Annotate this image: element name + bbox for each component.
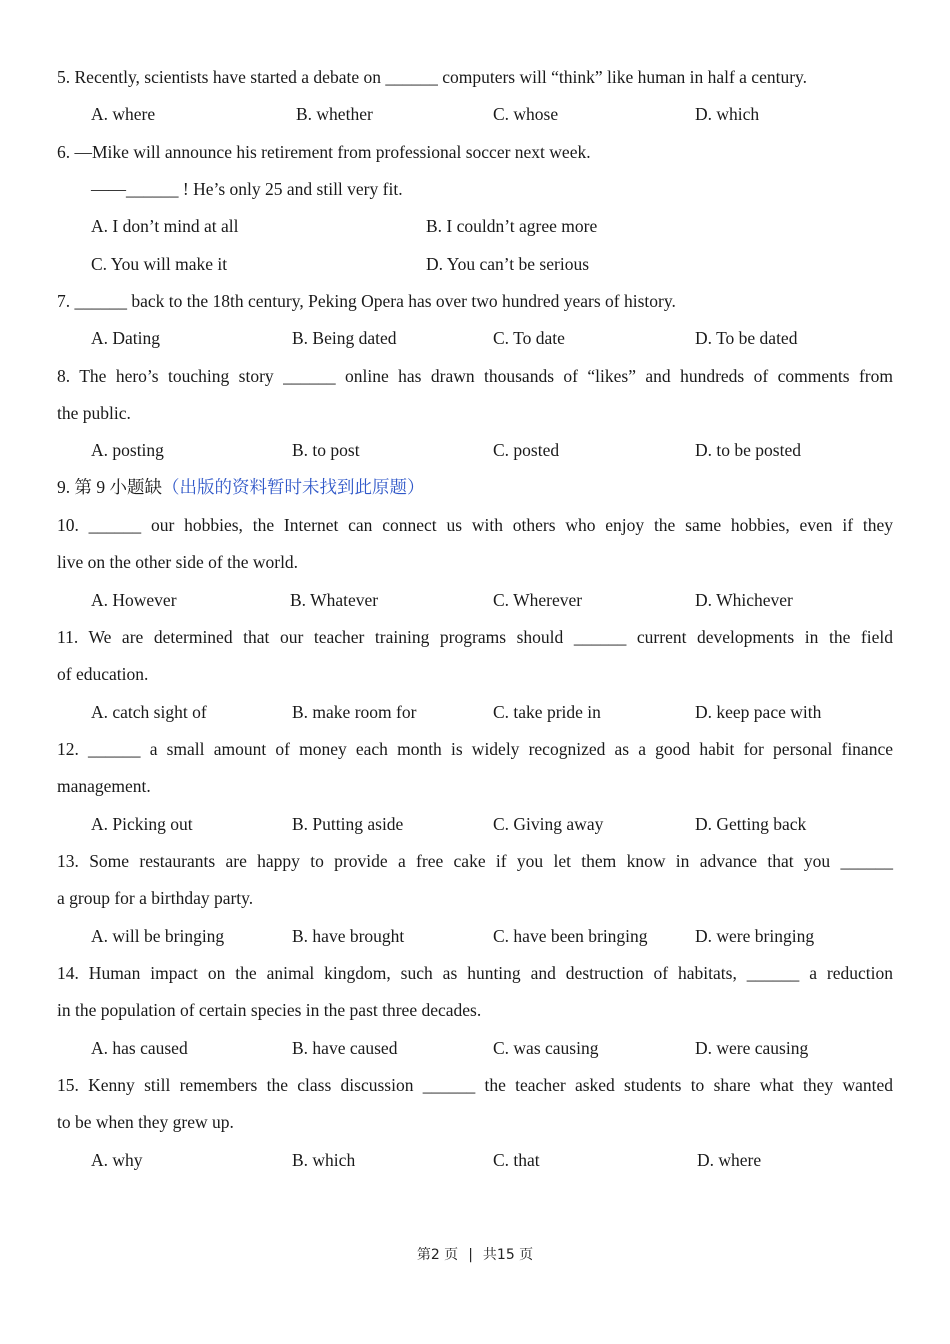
question-8-option-c: C. posted — [493, 440, 560, 460]
question-12-stem-line-1: 12. ______ a small amount of money each month is widely recognized as a good habit for personal finance — [57, 739, 893, 759]
question-15-option-a: A. why — [91, 1150, 143, 1170]
question-13-stem-line-1: 13. Some restaurants are happy to provide a free cake if you let them know in advance that you ______ — [57, 851, 893, 871]
question-9-missing — [57, 477, 893, 497]
question-7-option-a: A. Dating — [91, 328, 161, 348]
question-10-option-d: D. Whichever — [695, 590, 793, 610]
question-11-option-a: A. catch sight of — [91, 702, 207, 722]
question-14-option-d: D. were causing — [695, 1038, 809, 1058]
question-13-option-b: B. have brought — [292, 926, 405, 946]
question-8-stem-line-2: the public. — [57, 403, 131, 423]
question-5-option-a: A. where — [91, 104, 156, 124]
page-footer — [0, 1244, 950, 1264]
question-15-stem-line-2: to be when they grew up. — [57, 1112, 234, 1132]
question-8-option-b: B. to post — [292, 440, 360, 460]
question-5-option-b: B. whether — [296, 104, 373, 124]
question-7-option-d: D. To be dated — [695, 328, 798, 348]
question-14-option-b: B. have caused — [292, 1038, 398, 1058]
question-11-stem-line-2: of education. — [57, 664, 149, 684]
footer-separator: | — [468, 1247, 473, 1263]
question-12-option-a: A. Picking out — [91, 814, 193, 834]
question-12-option-c: C. Giving away — [493, 814, 604, 834]
question-11-option-c: C. take pride in — [493, 702, 601, 722]
question-6-option-d: D. You can’t be serious — [426, 254, 590, 274]
question-9-prefix: 9. 第 9 小题缺 — [57, 477, 162, 497]
question-15-stem-line-1: 15. Kenny still remembers the class discussion ______ the teacher asked students to share what they wanted — [57, 1075, 893, 1095]
question-14-stem-line-2: in the population of certain species in the past three decades. — [57, 1000, 482, 1020]
question-10-stem-line-2: live on the other side of the world. — [57, 552, 299, 572]
question-7-option-c: C. To date — [493, 328, 565, 348]
question-5-option-c: C. whose — [493, 104, 559, 124]
question-11-option-b: B. make room for — [292, 702, 417, 722]
question-13-option-d: D. were bringing — [695, 926, 815, 946]
question-10-stem-line-1: 10. ______ our hobbies, the Internet can connect us with others who enjoy the same hobbies, even if they — [57, 515, 893, 535]
question-15-option-c: C. that — [493, 1150, 540, 1170]
question-8-option-a: A. posting — [91, 440, 164, 460]
question-11-option-d: D. keep pace with — [695, 702, 822, 722]
question-10-option-c: C. Wherever — [493, 590, 583, 610]
question-7-option-b: B. Being dated — [292, 328, 397, 348]
question-11-stem-line-1: 11. We are determined that our teacher training programs should ______ current developments in the field — [57, 627, 893, 647]
question-13-stem-line-2: a group for a birthday party. — [57, 888, 254, 908]
question-10-option-b: B. Whatever — [290, 590, 379, 610]
question-6-option-c: C. You will make it — [91, 254, 228, 274]
question-6-option-a: A. I don’t mind at all — [91, 216, 239, 236]
question-5-stem: 5. Recently, scientists have started a debate on ______ computers will “think” like human in half a century. — [57, 67, 808, 87]
question-14-stem-line-1: 14. Human impact on the animal kingdom, such as hunting and destruction of habitats, ______ a reduction — [57, 963, 893, 983]
question-10-option-a: A. However — [91, 590, 177, 610]
question-12-stem-line-2: management. — [57, 776, 151, 796]
question-8-option-d: D. to be posted — [695, 440, 801, 460]
question-6-reply: ——______ ! He’s only 25 and still very fit. — [91, 179, 403, 199]
question-13-option-c: C. have been bringing — [493, 926, 648, 946]
question-6-stem: 6. —Mike will announce his retirement from professional soccer next week. — [57, 142, 591, 162]
question-15-option-d: D. where — [697, 1150, 762, 1170]
question-13-option-a: A. will be bringing — [91, 926, 225, 946]
question-6-option-b: B. I couldn’t agree more — [426, 216, 598, 236]
question-12-option-b: B. Putting aside — [292, 814, 404, 834]
question-15-option-b: B. which — [292, 1150, 356, 1170]
page-number: 第2 页 — [416, 1247, 459, 1263]
question-7-stem: 7. ______ back to the 18th century, Peking Opera has over two hundred years of history. — [57, 291, 676, 311]
question-8-stem-line-1: 8. The hero’s touching story ______ online has drawn thousands of “likes” and hundreds of comments from — [57, 366, 893, 386]
question-9-note: （出版的资料暂时未找到此原题） — [162, 477, 425, 497]
page-total: 共15 页 — [482, 1247, 534, 1263]
question-12-option-d: D. Getting back — [695, 814, 807, 834]
question-5-option-d: D. which — [695, 104, 760, 124]
question-14-option-c: C. was causing — [493, 1038, 599, 1058]
question-14-option-a: A. has caused — [91, 1038, 188, 1058]
